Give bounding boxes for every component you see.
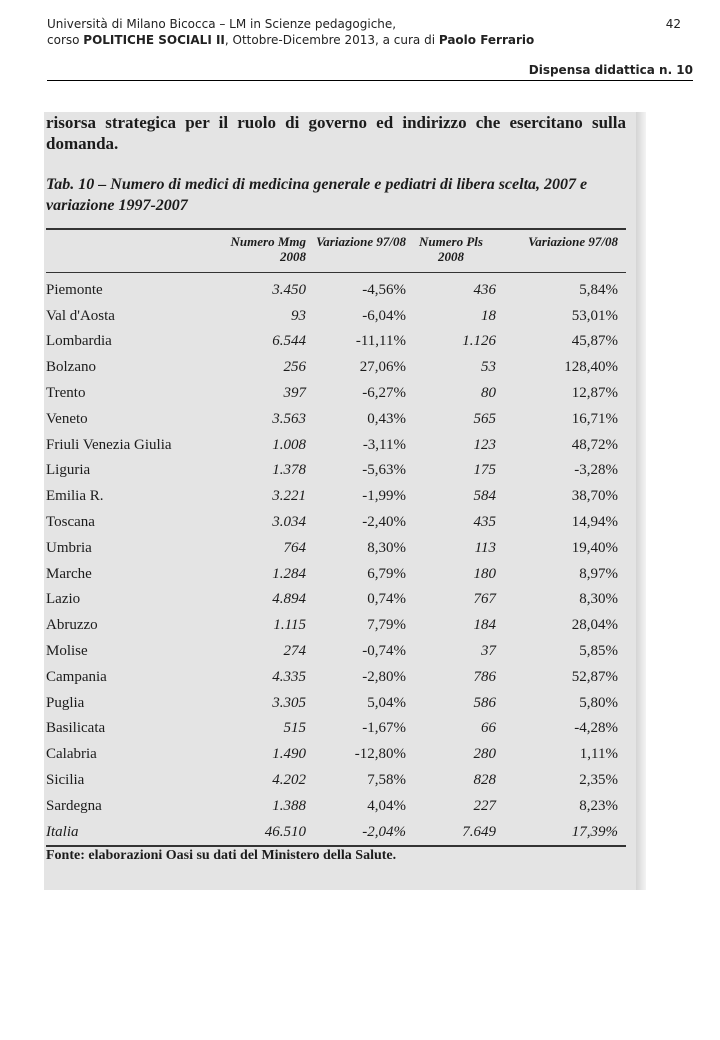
cell-var-pls: 48,72%	[571, 436, 618, 453]
cell-var-pls: 2,35%	[579, 771, 618, 788]
cell-var-pls: 52,87%	[571, 668, 618, 685]
table-row	[46, 325, 626, 351]
cell-var-mmg: -0,74%	[362, 642, 406, 659]
cell-var-pls: 5,80%	[579, 694, 618, 711]
table-row-total	[46, 815, 626, 841]
cell-region: Calabria	[46, 746, 97, 763]
cell-mmg: 1.378	[272, 462, 306, 479]
scanned-page	[44, 112, 646, 890]
table-row	[46, 402, 626, 428]
cell-mmg: 3.563	[272, 410, 306, 427]
cell-region: Campania	[46, 668, 107, 685]
cell-region: Bolzano	[46, 359, 96, 376]
cell-var-mmg: -1,99%	[362, 488, 406, 505]
page-number: 42	[665, 17, 681, 31]
col-header-var-pls: Variazione 97/08	[528, 234, 618, 249]
cell-region: Abruzzo	[46, 617, 98, 634]
cell-var-mmg: -6,04%	[362, 307, 406, 324]
col-header-region	[46, 234, 206, 272]
cell-var-pls: 5,84%	[579, 281, 618, 298]
cell-mmg: 1.388	[272, 797, 306, 814]
cell-var-pls: 45,87%	[571, 333, 618, 350]
cell-mmg: 3.305	[272, 694, 306, 711]
cell-pls: 1.126	[462, 333, 496, 350]
cell-pls: 280	[473, 746, 496, 763]
cell-pls: 584	[473, 488, 496, 505]
table-row	[46, 299, 626, 325]
cell-var-mmg: -1,67%	[362, 720, 406, 737]
cell-mmg: 4.335	[272, 668, 306, 685]
cell-region: Veneto	[46, 410, 88, 427]
col-header-pls: Numero Pls 2008	[419, 234, 483, 264]
cell-pls: 37	[481, 642, 496, 659]
cell-region: Trento	[46, 384, 86, 401]
cell-region: Puglia	[46, 694, 85, 711]
cell-var-mmg: 6,79%	[367, 565, 406, 582]
table-row	[46, 763, 626, 789]
cell-mmg: 1.008	[272, 436, 306, 453]
cell-var-pls: 53,01%	[571, 307, 618, 324]
cell-var-pls: 16,71%	[571, 410, 618, 427]
cell-region: Marche	[46, 565, 92, 582]
cell-region: Toscana	[46, 513, 95, 530]
cell-var-pls: 1,11%	[579, 746, 618, 763]
course-prefix: corso	[47, 33, 84, 47]
cell-mmg: 3.221	[272, 488, 306, 505]
cell-mmg: 4.894	[272, 591, 306, 608]
cell-var-pls: 28,04%	[571, 617, 618, 634]
cell-mmg: 4.202	[272, 771, 306, 788]
cell-mmg: 93	[291, 307, 306, 324]
col-header-var-mmg: Variazione 97/08	[316, 234, 406, 249]
table-row	[46, 350, 626, 376]
cell-var-pls: -4,28%	[574, 720, 618, 737]
cell-var-mmg: -12,80%	[354, 746, 406, 763]
cell-var-mmg: 27,06%	[359, 359, 406, 376]
cell-var-mmg: -2,04%	[362, 823, 406, 840]
cell-region: Friuli Venezia Giulia	[46, 436, 172, 453]
cell-var-mmg: -6,27%	[362, 384, 406, 401]
cell-pls: 175	[473, 462, 496, 479]
cell-pls: 828	[473, 771, 496, 788]
cell-pls: 66	[481, 720, 496, 737]
table-row	[46, 686, 626, 712]
cell-pls: 184	[473, 617, 496, 634]
table-row	[46, 737, 626, 763]
cell-mmg: 3.450	[272, 281, 306, 298]
cell-var-mmg: -5,63%	[362, 462, 406, 479]
cell-region: Basilicata	[46, 720, 106, 737]
cell-var-pls: 14,94%	[571, 513, 618, 530]
cell-mmg: 256	[283, 359, 306, 376]
cell-var-mmg: 8,30%	[367, 539, 406, 556]
table-row	[46, 583, 626, 609]
course-period: , Ottobre-Dicembre 2013, a cura di	[224, 33, 439, 47]
cell-mmg: 764	[283, 539, 306, 556]
cell-region: Lombardia	[46, 333, 112, 350]
table-body	[46, 273, 626, 815]
cell-mmg: 1.490	[272, 746, 306, 763]
table-row	[46, 634, 626, 660]
table-row	[46, 376, 626, 402]
cell-region: Molise	[46, 642, 88, 659]
cell-pls: 435	[473, 513, 496, 530]
cell-var-mmg: -3,11%	[362, 436, 406, 453]
cell-var-mmg: -11,11%	[355, 333, 406, 350]
cell-region: Italia	[46, 823, 79, 840]
cell-pls: 786	[473, 668, 496, 685]
table-row	[46, 531, 626, 557]
cell-var-mmg: -2,40%	[362, 513, 406, 530]
author-name: Paolo Ferrario	[438, 33, 535, 47]
course-line	[47, 32, 693, 48]
cell-region: Lazio	[46, 591, 81, 608]
table-caption: Tab. 10 – Numero di medici di medicina generale e pediatri di libera scelta, 2007 e variazione 1997-2007	[46, 176, 588, 214]
table-row	[46, 789, 626, 815]
col-header-mmg: Numero Mmg 2008	[230, 234, 306, 264]
cell-var-mmg: 7,79%	[367, 617, 406, 634]
data-table	[46, 228, 626, 847]
cell-pls: 227	[473, 797, 496, 814]
table-row	[46, 505, 626, 531]
cell-var-pls: 8,30%	[579, 591, 618, 608]
cell-var-pls: 5,85%	[579, 642, 618, 659]
table-bottom-rule	[46, 845, 626, 847]
table-row	[46, 479, 626, 505]
cell-var-pls: 8,23%	[579, 797, 618, 814]
table-row	[46, 428, 626, 454]
cell-pls: 80	[481, 384, 496, 401]
cell-var-pls: 17,39%	[571, 823, 618, 840]
cell-var-mmg: -4,56%	[362, 281, 406, 298]
table-row	[46, 660, 626, 686]
cell-pls: 113	[474, 539, 496, 556]
cell-mmg: 1.115	[273, 617, 306, 634]
cell-var-pls: 19,40%	[571, 539, 618, 556]
table-row	[46, 608, 626, 634]
table-row	[46, 454, 626, 480]
cell-var-mmg: 7,58%	[367, 771, 406, 788]
cell-var-mmg: 0,43%	[367, 410, 406, 427]
cell-pls: 18	[481, 307, 496, 324]
cell-var-pls: 128,40%	[564, 359, 618, 376]
intro-text: risorsa strategica per il ruolo di governo ed indirizzo che esercitano sulla domanda.	[46, 113, 626, 153]
cell-region: Liguria	[46, 462, 91, 479]
table-source: Fonte: elaborazioni Oasi su dati del Ministero della Salute.	[46, 848, 397, 863]
cell-pls: 180	[473, 565, 496, 582]
cell-pls: 123	[473, 436, 496, 453]
university-line: Università di Milano Bicocca – LM in Scienze pedagogiche,	[47, 17, 397, 31]
cell-mmg: 397	[283, 384, 306, 401]
cell-var-mmg: 0,74%	[367, 591, 406, 608]
table-header	[46, 230, 626, 272]
cell-pls: 7.649	[462, 823, 496, 840]
cell-var-pls: 8,97%	[579, 565, 618, 582]
table-row	[46, 557, 626, 583]
cell-mmg: 3.034	[272, 513, 306, 530]
cell-region: Sardegna	[46, 797, 102, 814]
cell-mmg: 274	[283, 642, 306, 659]
dispensa-label: Dispensa didattica n. 10	[528, 63, 693, 77]
cell-mmg: 6.544	[272, 333, 306, 350]
cell-var-pls: 38,70%	[571, 488, 618, 505]
cell-region: Umbria	[46, 539, 92, 556]
cell-var-mmg: -2,80%	[362, 668, 406, 685]
header-rule	[47, 80, 693, 81]
cell-mmg: 1.284	[272, 565, 306, 582]
cell-pls: 586	[473, 694, 496, 711]
page-header	[47, 16, 693, 78]
table-row	[46, 712, 626, 738]
cell-var-mmg: 4,04%	[367, 797, 406, 814]
cell-pls: 53	[481, 359, 496, 376]
cell-var-pls: 12,87%	[571, 384, 618, 401]
cell-pls: 436	[473, 281, 496, 298]
cell-region: Emilia R.	[46, 488, 104, 505]
table-row	[46, 273, 626, 299]
course-name: POLITICHE SOCIALI II	[83, 33, 225, 47]
cell-mmg: 46.510	[264, 823, 306, 840]
cell-region: Piemonte	[46, 281, 103, 298]
cell-mmg: 515	[283, 720, 306, 737]
cell-var-mmg: 5,04%	[367, 694, 406, 711]
cell-region: Sicilia	[46, 771, 85, 788]
cell-var-pls: -3,28%	[574, 462, 618, 479]
cell-region: Val d'Aosta	[46, 307, 115, 324]
cell-pls: 767	[473, 591, 496, 608]
cell-pls: 565	[473, 410, 496, 427]
